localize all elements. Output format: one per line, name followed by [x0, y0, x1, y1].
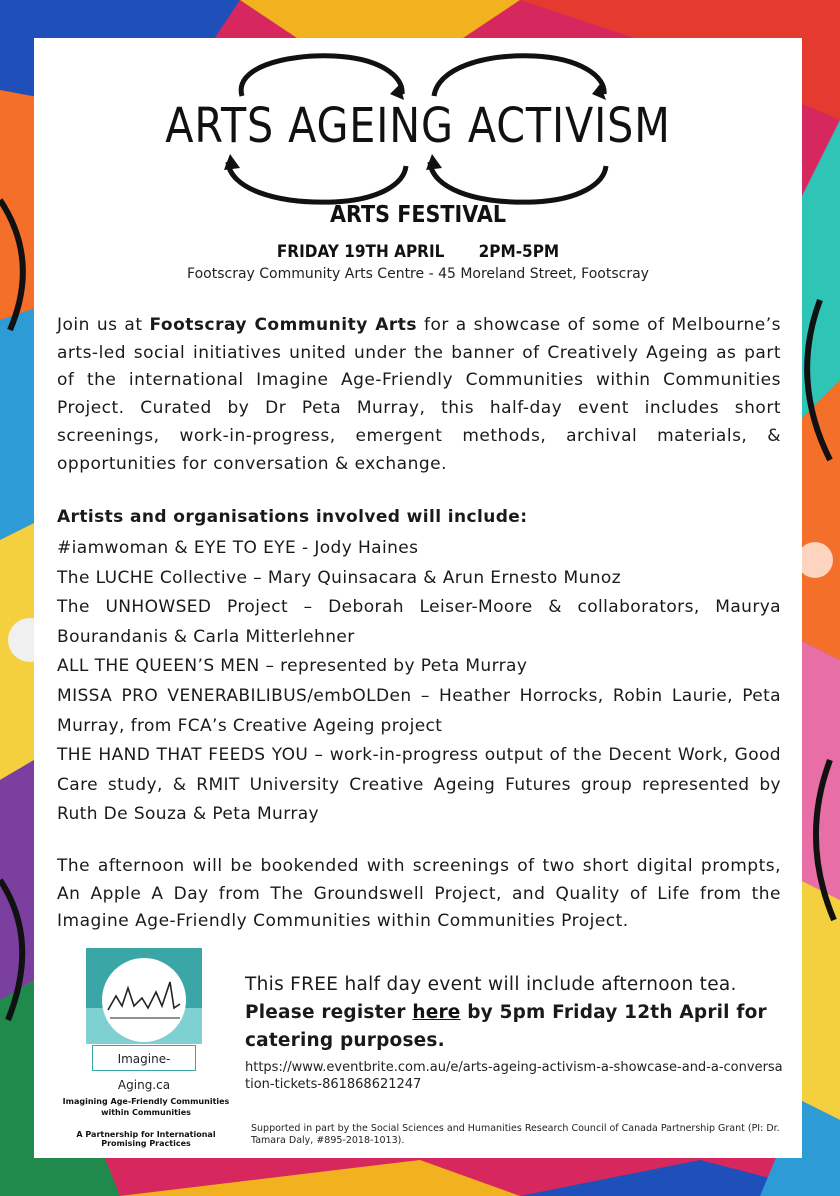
intro-org: Footscray Community Arts — [149, 315, 418, 335]
register-suffix: by 5pm Friday 12th April for catering purposes. — [245, 1002, 767, 1051]
artists-section — [57, 504, 781, 830]
logo-title: ARTS AGEING ACTIVISM — [165, 98, 671, 154]
partner-block — [56, 948, 236, 1158]
logo-label: Imagine-Aging.ca — [92, 1045, 196, 1071]
intro-lead: Join us at — [57, 315, 150, 335]
register-link[interactable]: here — [412, 1002, 461, 1023]
event-datetime — [72, 242, 763, 262]
event-time: 2PM-5PM — [478, 242, 560, 262]
eventbrite-url[interactable]: https://www.eventbrite.com.au/e/arts-ageing-activism-a-showcase-and-a-conversation-tickets-861868621247 — [245, 1060, 783, 1092]
list-item: THE HAND THAT FEEDS YOU – work-in-progress output of the Decent Work, Good Care study, & RMIT University Creative Ageing Futures group represented by Ruth De Souza & Peta Murray — [57, 745, 781, 825]
event-date: FRIDAY 19TH APRIL — [276, 242, 445, 262]
registration-block — [245, 970, 783, 1093]
intro-text: for a showcase of some of Melbourne’s arts-led social initiatives united under the banner of Creatively Ageing as part of the international Imagine Age-Friendly Communities within Communities Project. Curated by Dr Peta Murray, this half-day event includes short screenings, work-in-progress, emergent methods, archival materials, & opportunities for conversation & exchange. — [57, 315, 782, 474]
free-event-text: This FREE half day event will include afternoon tea. — [245, 974, 737, 995]
partner-partnership: A Partnership for International Promising Practices — [76, 1130, 216, 1148]
register-text — [245, 999, 783, 1055]
list-item: ALL THE QUEEN’S MEN – represented by Peta Murray — [57, 656, 528, 677]
list-item: #iamwoman & EYE TO EYE - Jody Haines — [57, 538, 419, 558]
artists-heading: Artists and organisations involved will include: — [57, 507, 528, 527]
artists-list — [57, 534, 781, 830]
event-flyer — [34, 38, 802, 1158]
list-item: MISSA PRO VENERABILIBUS/embOLDen – Heather Horrocks, Robin Laurie, Peta Murray, from FCA’s Creative Ageing project — [57, 685, 781, 736]
event-venue: Footscray Community Arts Centre - 45 Moreland Street, Footscray — [187, 266, 649, 282]
list-item: The LUCHE Collective – Mary Quinsacara & Arun Ernesto Munoz — [57, 567, 622, 588]
festival-logo — [34, 46, 802, 206]
intro-paragraph — [57, 312, 781, 478]
outro-paragraph: The afternoon will be bookended with screenings of two short digital prompts, An Apple A Day from The Groundswell Project, and Quality of Life from the Imagine Age-Friendly Communities within Communities Project. — [57, 856, 781, 932]
funding-note: Supported in part by the Social Sciences and Humanities Research Council of Canada Partnership Grant (PI: Dr. Tamara Daly, #895-2018-1013). — [251, 1123, 780, 1146]
list-item: The UNHOWSED Project – Deborah Leiser-Moore & collaborators, Maurya Bourandanis & Carla Mitterlehner — [57, 597, 781, 647]
partner-caption: Imagining Age-Friendly Communities within Communities — [62, 1097, 230, 1117]
festival-subtitle: ARTS FESTIVAL — [329, 202, 507, 228]
imagine-aging-logo — [86, 948, 202, 1092]
register-prefix: Please register — [245, 1002, 413, 1023]
